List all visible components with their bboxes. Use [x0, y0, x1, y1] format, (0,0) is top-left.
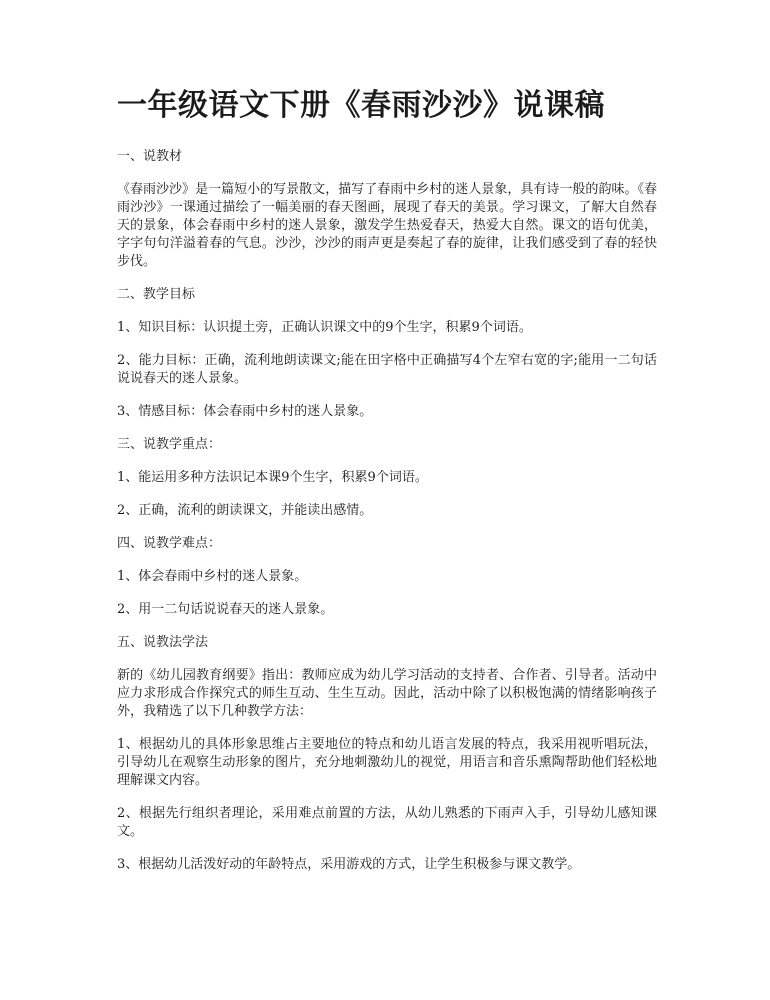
paragraph-difficulty-1: 1、体会春雨中乡村的迷人景象。: [117, 569, 308, 584]
section-heading-methods: 五、说教法学法: [117, 635, 209, 650]
paragraph-goal-ability: 2、能力目标：正确，流利地朗读课文;能在田字格中正确描写4个左窄右宽的字;能用一二句话说说春天的迷人景象。: [117, 353, 657, 386]
page-title: 一年级语文下册《春雨沙沙》说课稿: [117, 88, 605, 123]
paragraph-textbook-intro: 《春雨沙沙》是一篇短小的写景散文，描写了春雨中乡村的迷人景象，具有诗一般的韵味。《春雨沙沙》一课通过描绘了一幅美丽的春天图画，展现了春天的美景。学习课文，了解大自然春天的景象，体会春雨中乡村的迷人景象，激发学生热爱春天，热爱大自然。课文的语句优美，字字句句洋溢着春的气息。沙沙，沙沙的雨声更是奏起了春的旋律，让我们感受到了春的轻快步伐。: [117, 182, 657, 269]
paragraph-method-1: 1、根据幼儿的具体形象思维占主要地位的特点和幼儿语言发展的特点，我采用视听唱玩法，引导幼儿在观察生动形象的图片，充分地刺激幼儿的视觉，用语言和音乐熏陶帮助他们轻松地理解课文内容。: [117, 737, 657, 788]
paragraph-goal-emotion: 3、情感目标：体会春雨中乡村的迷人景象。: [117, 404, 373, 419]
section-heading-textbook: 一、说教材: [117, 149, 183, 164]
document-page: [117, 86, 657, 889]
paragraph-difficulty-2: 2、用一二句话说说春天的迷人景象。: [117, 602, 334, 617]
paragraph-key-point-1: 1、能运用多种方法识记本课9个生字，积累9个词语。: [117, 470, 428, 485]
paragraph-method-2: 2、根据先行组织者理论，采用难点前置的方法，从幼儿熟悉的下雨声入手，引导幼儿感知课文。: [117, 806, 657, 839]
paragraph-method-3: 3、根据幼儿活泼好动的年龄特点，采用游戏的方式，让学生积极参与课文教学。: [117, 857, 581, 872]
paragraph-methods-intro: 新的《幼儿园教育纲要》指出：教师应成为幼儿学习活动的支持者、合作者、引导者。活动中应力求形成合作探究式的师生互动、生生互动。因此，活动中除了以积极饱满的情绪影响孩子外，我精选了以下几种教学方法：: [117, 668, 657, 719]
paragraph-goal-knowledge: 1、知识目标：认识提土旁，正确认识课文中的9个生字，积累9个词语。: [117, 320, 532, 335]
paragraph-key-point-2: 2、正确，流利的朗读课文，并能读出感情。: [117, 503, 373, 518]
section-heading-goals: 二、教学目标: [117, 287, 196, 302]
section-heading-difficulties: 四、说教学难点：: [117, 536, 222, 551]
section-heading-key-points: 三、说教学重点：: [117, 437, 222, 452]
